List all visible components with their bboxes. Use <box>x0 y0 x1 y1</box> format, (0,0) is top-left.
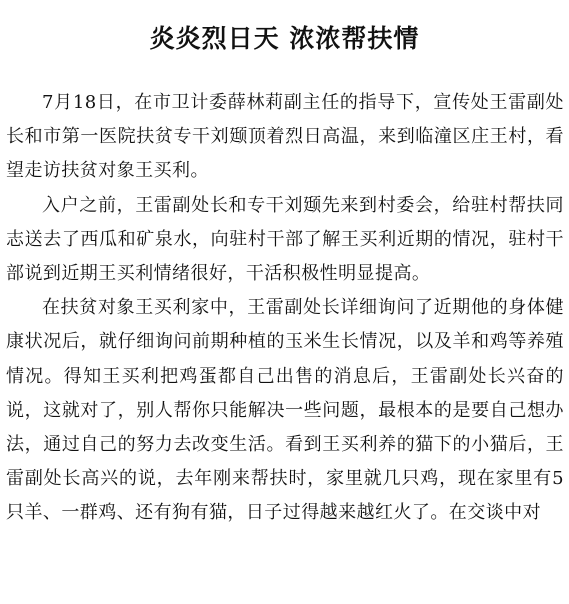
document-title: 炎炎烈日天 浓浓帮扶情 <box>149 24 420 53</box>
document-body <box>6 86 564 531</box>
paragraph-1: 7月18日，在市卫计委薛林莉副主任的指导下，宣传处王雷副处长和市第一医院扶贫专干刘颋顶着烈日高温，来到临潼区庄王村，看望走访扶贫对象王买利。 <box>6 92 564 182</box>
paragraph-2: 入户之前，王雷副处长和专干刘颋先来到村委会，给驻村帮扶同志送去了西瓜和矿泉水，向驻村干部了解王买利近期的情况，驻村干部说到近期王买利情绪很好，干活积极性明显提高。 <box>6 194 564 285</box>
paragraph-3: 在扶贫对象王买利家中，王雷副处长详细询问了近期他的身体健康状况后，就仔细询问前期种植的玉米生长情况，以及羊和鸡等养殖情况。得知王买利把鸡蛋都自己出售的消息后，王雷副处长兴奋的说，这就对了，别人帮你只能解决一些问题，最根本的是要自己想办法，通过自己的努力去改变生活。看到王买利养的猫下的小猫后，王雷副处长高兴的说，去年刚来帮扶时，家里就几只鸡，现在家里有5只羊、一群鸡、还有狗有猫，日子过得越来越红火了。在交谈中对 <box>6 297 564 524</box>
